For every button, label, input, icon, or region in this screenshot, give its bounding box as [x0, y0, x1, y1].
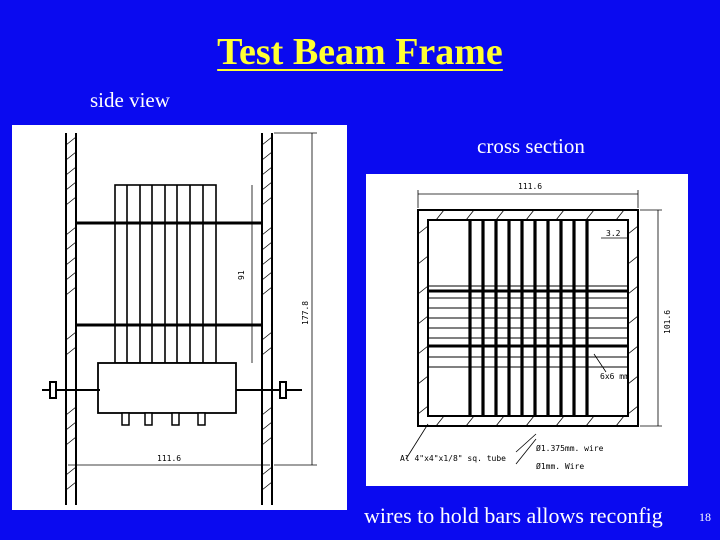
cross-dim-width: 111.6: [518, 182, 543, 191]
slide-title: Test Beam Frame: [217, 31, 503, 73]
side-dim-width: 111.6: [157, 454, 182, 463]
cross-label-bar: 6x6 mm: [600, 372, 629, 381]
side-view-drawing: [12, 125, 347, 510]
cross-section-label: cross section: [477, 134, 585, 158]
page-number: 18: [699, 510, 711, 524]
cross-label-wire: Ø1mm. Wire: [536, 462, 585, 471]
cross-dim-wall: 3.2: [606, 229, 621, 238]
side-dim-bar: 91: [237, 270, 246, 280]
slide-caption: wires to hold bars allows reconfig: [364, 503, 663, 528]
side-dim-height: 177.8: [301, 300, 310, 325]
cross-dim-height: 101.6: [663, 309, 672, 334]
cross-section-drawing: [366, 174, 688, 486]
side-view-label: side view: [90, 88, 170, 112]
cross-label-wire-dia: Ø1.375mm. wire: [536, 444, 604, 453]
cross-label-tube: Al 4"x4"x1/8" sq. tube: [400, 454, 506, 463]
